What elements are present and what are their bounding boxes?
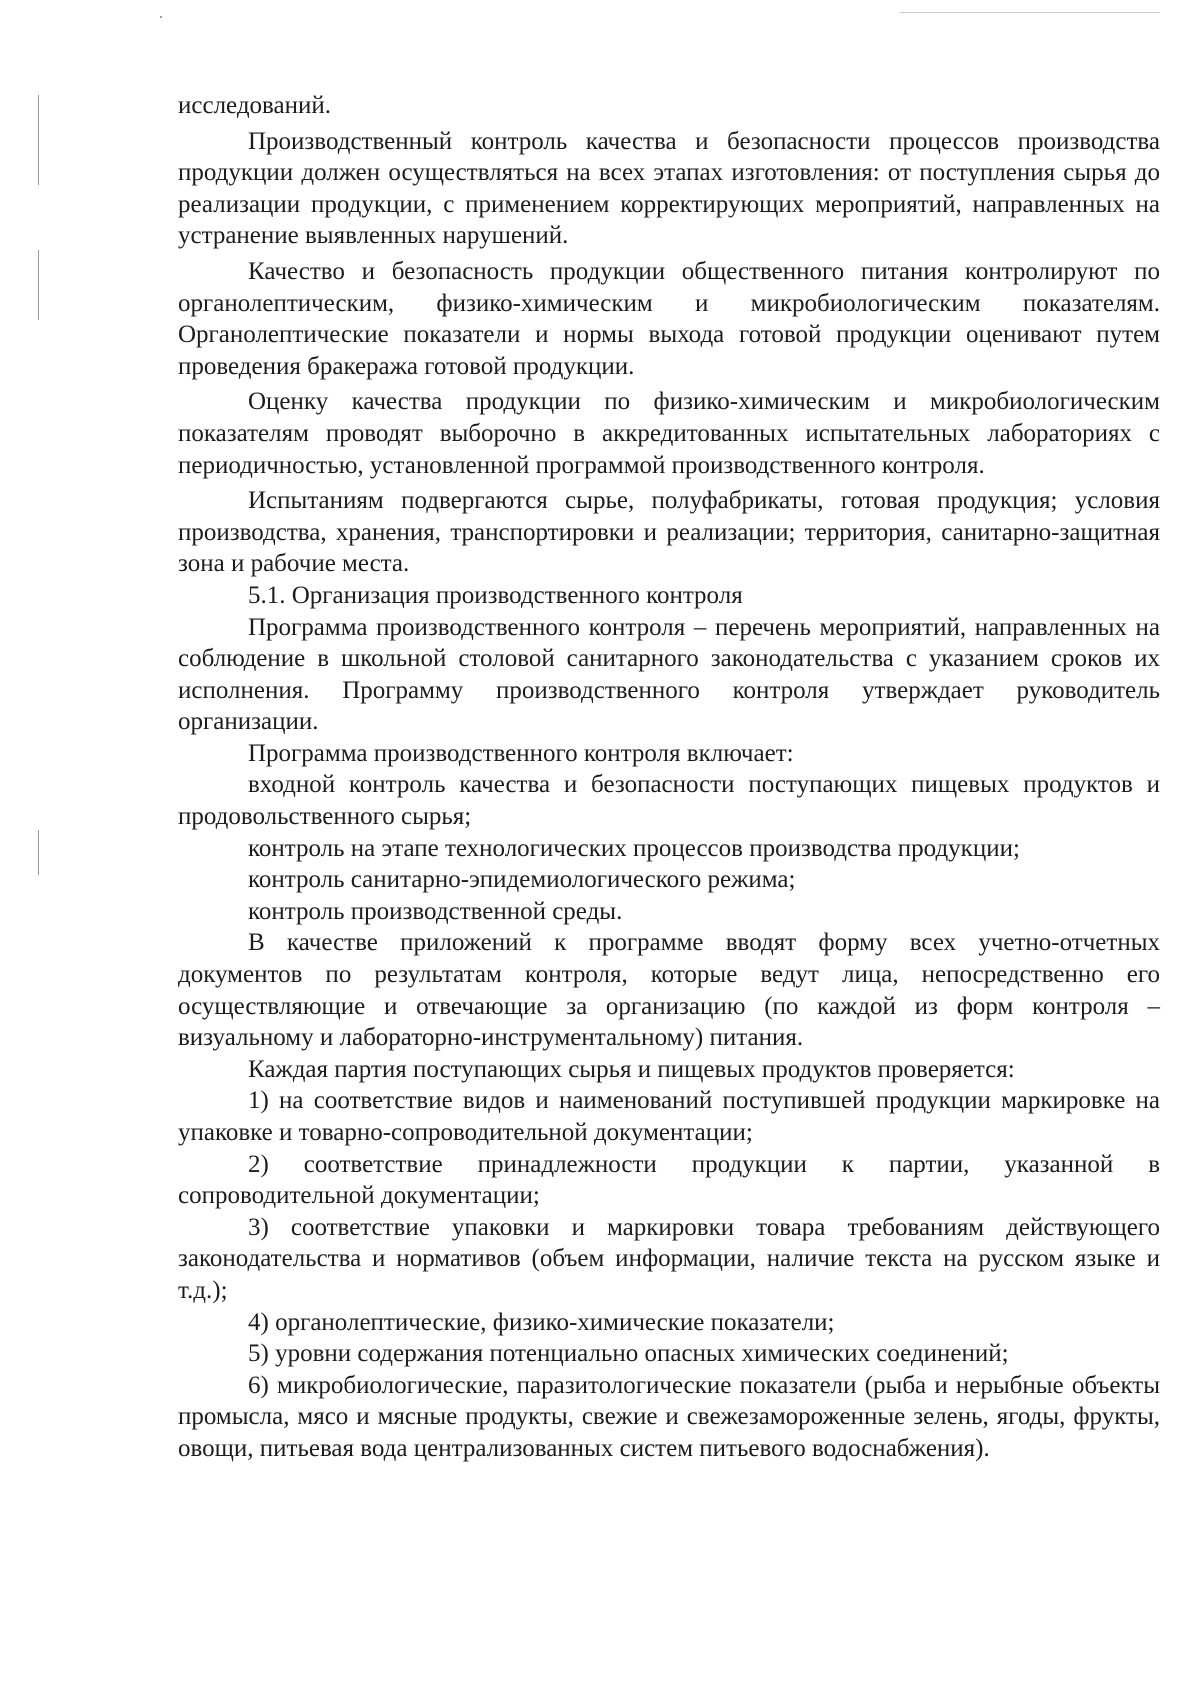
- scan-artifact-dot: [160, 16, 162, 18]
- paragraph-1: исследований.: [178, 92, 331, 119]
- numbered-item-5: 5) уровни содержания потенциально опасных химических соединений;: [248, 1340, 1009, 1368]
- paragraph-8: Программа производственного контроля включает:: [248, 739, 794, 767]
- paragraph-7: Программа производственного контроля – перечень мероприятий, направленных на соблюдение в школьной столовой санитарного законодательства с указанием сроков их исполнения. Программу производственного контроля утверждает руководитель организации.: [178, 613, 1160, 736]
- numbered-item-3: 3) соответствие упаковки и маркировки товара требованиям действующего законодательства и нормативов (объем информации, наличие текста на русском языке и т.д.);: [178, 1213, 1160, 1304]
- paragraph-14: Каждая партия поступающих сырья и пищевых продуктов проверяется:: [248, 1055, 1015, 1083]
- list-item-sanitary-control: контроль санитарно-эпидемиологического режима;: [248, 866, 796, 894]
- document-body: [178, 90, 1160, 1465]
- scan-artifact-left-margin: [38, 95, 39, 185]
- list-item-environment-control: контроль производственной среды.: [248, 897, 623, 925]
- paragraph-3: Качество и безопасность продукции общественного питания контролируют по органолептическим, физико-химическим и микробиологическим показателям. Органолептические показатели и нормы выхода готовой продукции оценивают путем проведения бракеража готовой продукции.: [178, 257, 1160, 380]
- paragraph-2: Производственный контроль качества и безопасности процессов производства продукции должен осуществляться на всех этапах изготовления: от поступления сырья до реализации продукции, с применением корректирующих мероприятий, направленных на устранение выявленных нарушений.: [178, 127, 1160, 250]
- scan-artifact-left-margin-3: [38, 830, 39, 875]
- numbered-item-6: 6) микробиологические, паразитологические показатели (рыба и нерыбные объекты промысла, мясо и мясные продукты, свежие и свежезамороженные зелень, ягоды, фрукты, овощи, питьевая вода централизованных систем питьевого водоснабжения).: [178, 1371, 1160, 1462]
- numbered-item-1: 1) на соответствие видов и наименований поступившей продукции маркировке на упаковке и товарно-сопроводительной документации;: [178, 1087, 1160, 1146]
- scan-artifact-top-right: [900, 12, 1160, 13]
- paragraph-5: Испытаниям подвергаются сырье, полуфабрикаты, готовая продукция; условия производства, хранения, транспортировки и реализации; территория, санитарно-защитная зона и рабочие места.: [178, 487, 1160, 578]
- paragraph-4: Оценку качества продукции по физико-химическим и микробиологическим показателям проводят выборочно в аккредитованных испытательных лабораториях с периодичностью, установленной программой производственного контроля.: [178, 388, 1160, 479]
- section-heading-5-1: 5.1. Организация производственного контроля: [248, 581, 743, 609]
- list-item-process-control: контроль на этапе технологических процессов производства продукции;: [248, 834, 1020, 862]
- numbered-item-4: 4) органолептические, физико-химические показатели;: [248, 1308, 835, 1336]
- scan-artifact-left-margin-2: [38, 250, 39, 320]
- numbered-item-2: 2) соответствие принадлежности продукции к партии, указанной в сопроводительной документации;: [178, 1150, 1160, 1210]
- list-item-input-control: входной контроль качества и безопасности поступающих пищевых продуктов и продовольственного сырья;: [178, 771, 1160, 831]
- paragraph-13: В качестве приложений к программе вводят форму всех учетно-отчетных документов по результатам контроля, которые ведут лица, непосредственно его осуществляющие и отвечающие за организацию (по каждой из форм контроля – визуальному и лабораторно-инструментальному) питания.: [178, 929, 1160, 1052]
